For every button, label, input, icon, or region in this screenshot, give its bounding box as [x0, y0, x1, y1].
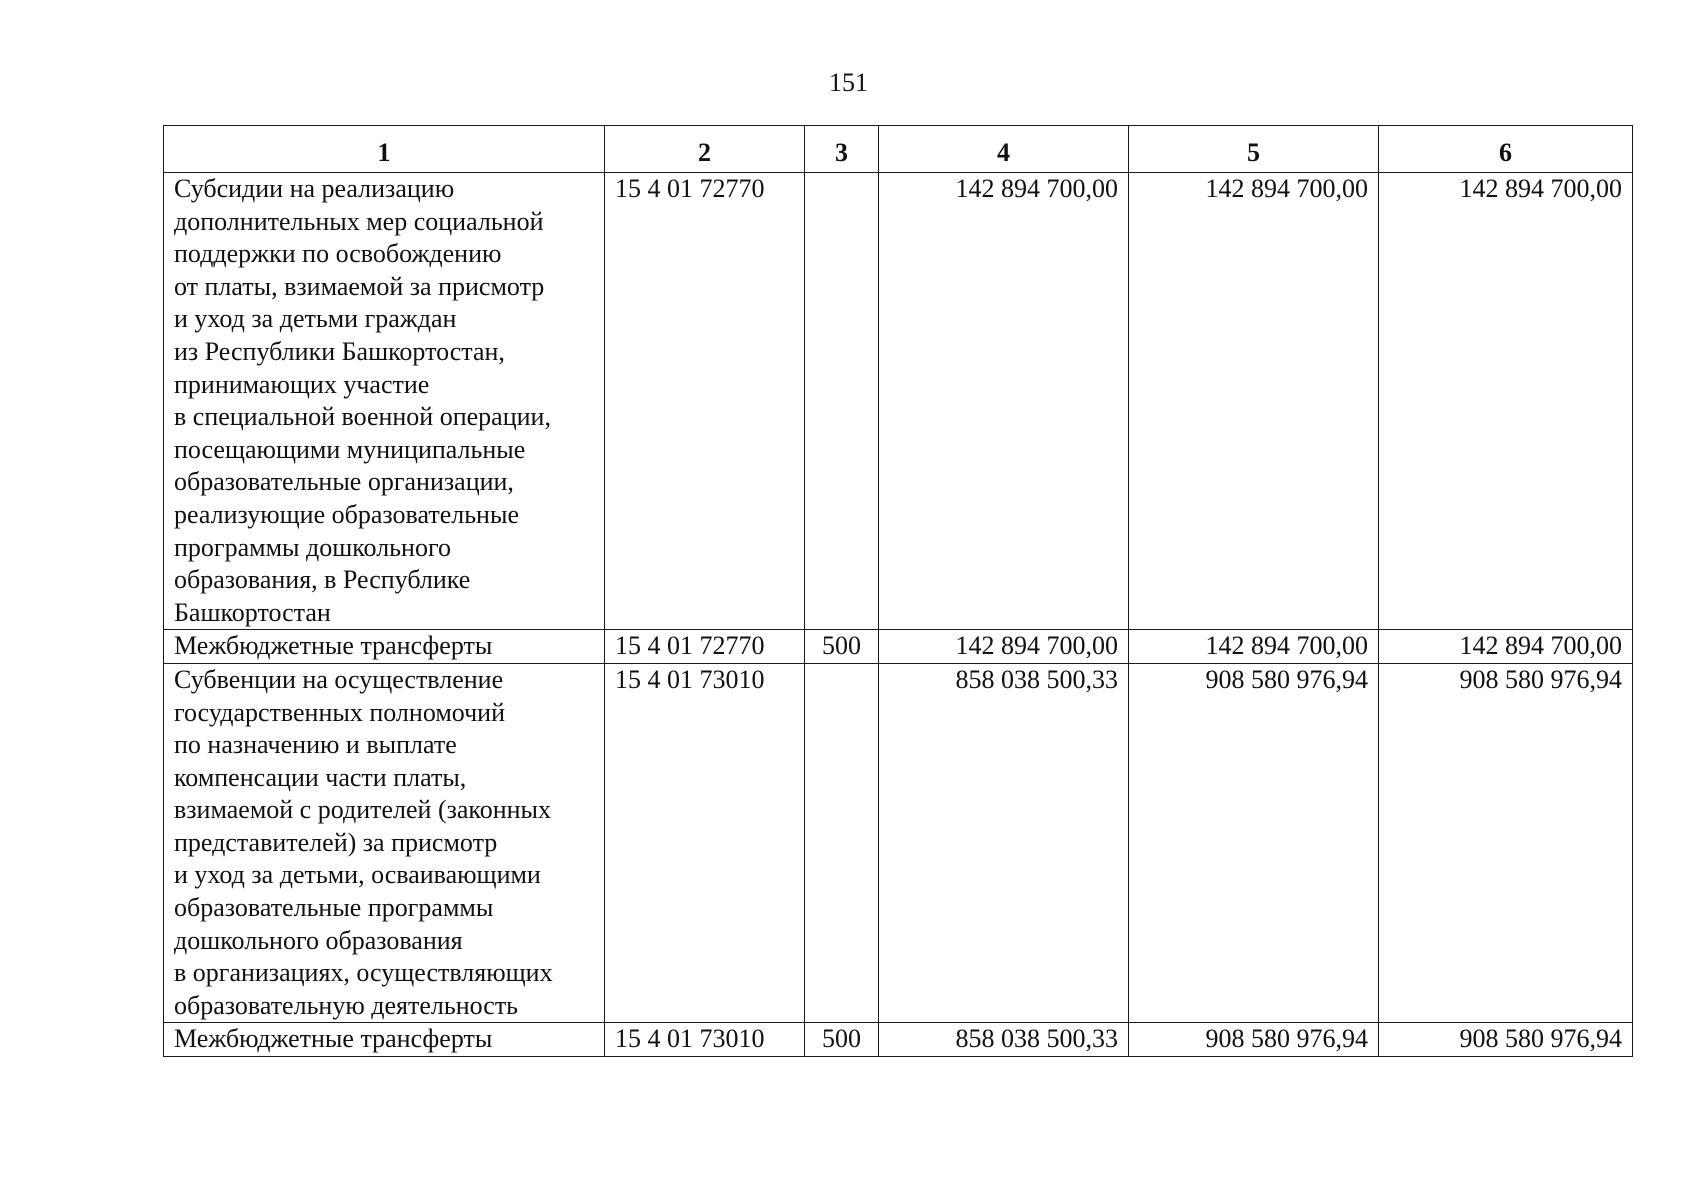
row-code: 15 4 01 72770 [605, 630, 805, 664]
table-row [164, 630, 1633, 664]
row-amount-col5: 142 894 700,00 [1129, 173, 1379, 630]
name-line: в специальной военной операции, [174, 402, 551, 432]
name-line: образования, в Республике [174, 565, 471, 595]
header-col-1: 1 [164, 126, 605, 173]
name-line: дошкольного образования [174, 925, 463, 955]
header-row [164, 126, 1633, 173]
name-line: поддержки по освобождению [174, 239, 502, 269]
row-code: 15 4 01 72770 [605, 173, 805, 630]
row-amount-col5: 908 580 976,94 [1129, 663, 1379, 1023]
name-line: посещающими муниципальные [174, 434, 526, 464]
name-line: компенсации части платы, [174, 762, 467, 792]
row-amount-col5: 908 580 976,94 [1129, 1023, 1379, 1057]
header-col-3: 3 [805, 126, 879, 173]
name-line: представителей) за присмотр [174, 827, 498, 857]
header-col-2: 2 [605, 126, 805, 173]
row-amount-col5: 142 894 700,00 [1129, 630, 1379, 664]
name-line: государственных полномочий [174, 697, 506, 727]
name-line: образовательную деятельность [174, 990, 519, 1020]
row-amount-col4: 142 894 700,00 [879, 630, 1129, 664]
name-line: образовательные организации, [174, 467, 514, 497]
budget-table [163, 125, 1633, 1057]
row-name [164, 630, 605, 664]
header-col-6: 6 [1379, 126, 1633, 173]
name-line: Башкортостан [174, 597, 331, 627]
name-line: Субвенции на осуществление [174, 664, 504, 694]
name-line: по назначению и выплате [174, 730, 457, 760]
name-line: и уход за детьми граждан [174, 304, 457, 334]
name-line: взимаемой с родителей (законных [174, 795, 552, 825]
row-amount-col6: 142 894 700,00 [1379, 630, 1633, 664]
row-expense-type [805, 173, 879, 630]
row-name [164, 1023, 605, 1057]
name-line: Межбюджетные трансферты [174, 1024, 493, 1054]
name-line: реализующие образовательные [174, 499, 519, 529]
name-line: Межбюджетные трансферты [174, 631, 493, 661]
name-line: образовательные программы [174, 893, 494, 923]
row-code: 15 4 01 73010 [605, 663, 805, 1023]
row-expense-type: 500 [805, 630, 879, 664]
row-amount-col4: 858 038 500,33 [879, 663, 1129, 1023]
name-line: в организациях, осуществляющих [174, 958, 553, 988]
name-line: от платы, взимаемой за присмотр [174, 271, 545, 301]
row-code: 15 4 01 73010 [605, 1023, 805, 1057]
table-row [164, 663, 1633, 1023]
name-line: и уход за детьми, осваивающими [174, 860, 541, 890]
name-line: Субсидии на реализацию [174, 174, 455, 203]
table-row [164, 173, 1633, 630]
name-line: программы дошкольного [174, 532, 451, 562]
row-expense-type [805, 663, 879, 1023]
row-amount-col6: 908 580 976,94 [1379, 1023, 1633, 1057]
name-line: из Республики Башкортостан, [174, 336, 505, 366]
row-amount-col6: 908 580 976,94 [1379, 663, 1633, 1023]
row-amount-col4: 142 894 700,00 [879, 173, 1129, 630]
row-name [164, 173, 605, 630]
header-col-5: 5 [1129, 126, 1379, 173]
row-amount-col4: 858 038 500,33 [879, 1023, 1129, 1057]
table-row [164, 1023, 1633, 1057]
row-name [164, 663, 605, 1023]
header-col-4: 4 [879, 126, 1129, 173]
page-number: 151 [829, 68, 868, 97]
name-line: принимающих участие [174, 369, 430, 399]
row-expense-type: 500 [805, 1023, 879, 1057]
name-line: дополнительных мер социальной [174, 206, 544, 236]
row-amount-col6: 142 894 700,00 [1379, 173, 1633, 630]
